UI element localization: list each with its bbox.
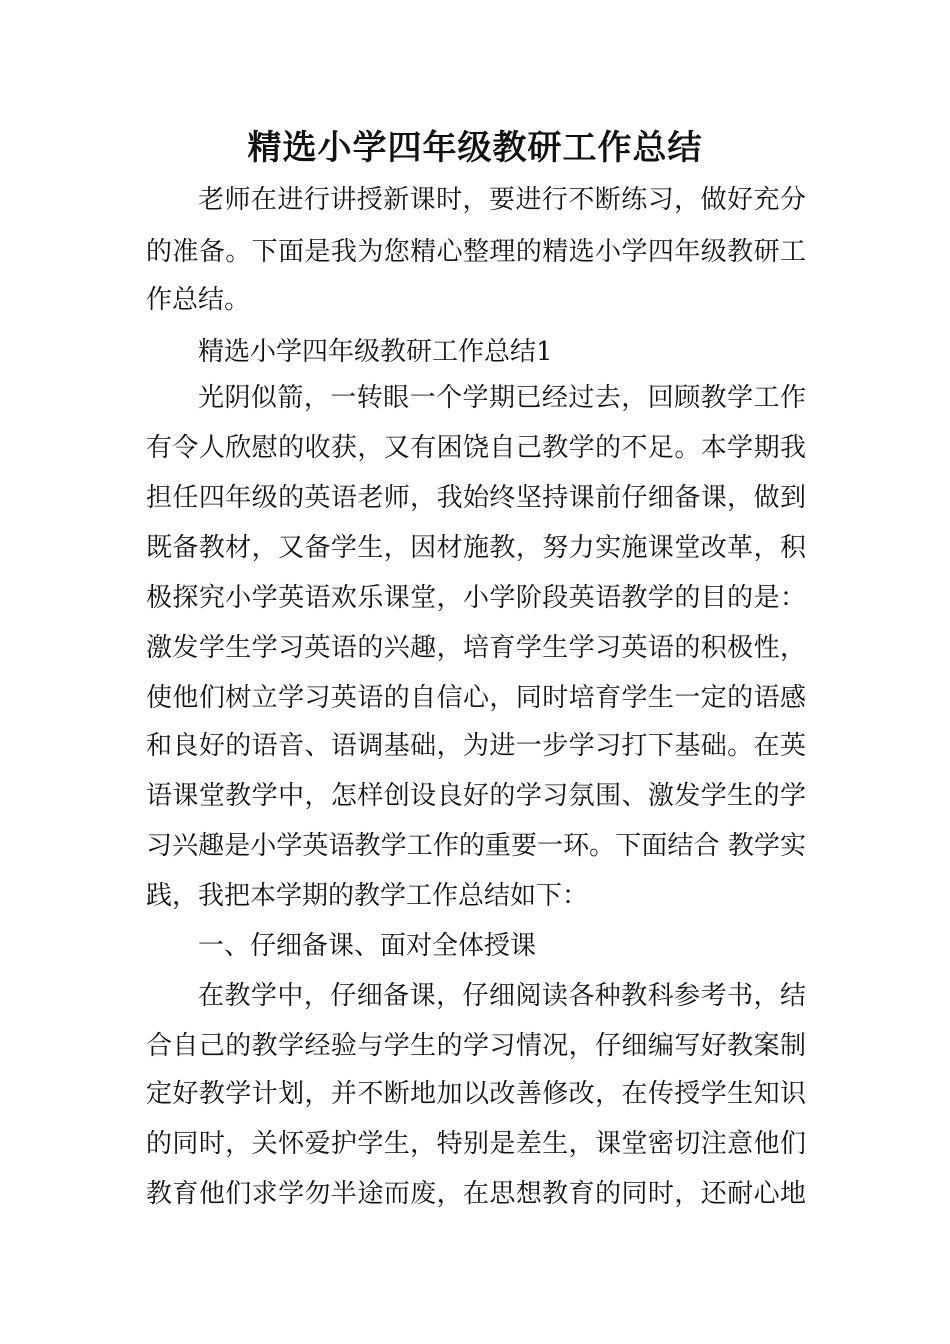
paragraph-line: 践，我把本学期的教学工作总结如下：: [146, 881, 589, 911]
paragraph-line: 作总结。: [146, 285, 251, 315]
paragraph-line: 的准备。下面是我为您精心整理的精选小学四年级教研工: [146, 237, 806, 267]
paragraph-line: 和良好的语音、语调基础，为进一步学习打下基础。在英: [146, 731, 806, 761]
paragraph-line: 激发学生学习英语的兴趣，培育学生学习英语的积极性，: [146, 633, 806, 663]
paragraph-line: 光阴似箭，一转眼一个学期已经过去，回顾教学工作: [198, 383, 806, 413]
paragraph-line: 合自己的教学经验与学生的学习情况，仔细编写好教案制: [146, 1031, 806, 1061]
section-heading: 精选小学四年级教研工作总结1: [198, 337, 553, 367]
paragraph-line: 既备教材，又备学生，因材施教，努力实施课堂改革，积: [146, 533, 806, 563]
paragraph-line: 定好教学计划，并不断地加以改善修改，在传授学生知识: [146, 1079, 806, 1109]
paragraph-line: 老师在进行讲授新课时，要进行不断练习，做好充分: [198, 185, 806, 215]
paragraph-line: 在教学中，仔细备课，仔细阅读各种教科参考书，结: [198, 981, 806, 1011]
paragraph-line: 的同时，关怀爱护学生，特别是差生，课堂密切注意他们: [146, 1129, 806, 1159]
paragraph-line: 极探究小学英语欢乐课堂，小学阶段英语教学的目的是：: [146, 583, 806, 613]
paragraph-line: 习兴趣是小学英语教学工作的重要一环。下面结合 教学实: [146, 831, 806, 861]
section-heading: 一、仔细备课、面对全体授课: [198, 931, 537, 961]
paragraph-line: 教育他们求学勿半途而废，在思想教育的同时，还耐心地: [146, 1179, 806, 1209]
document-title: 精选小学四年级教研工作总结: [247, 128, 703, 168]
paragraph-line: 担任四年级的英语老师，我始终坚持课前仔细备课，做到: [146, 483, 806, 513]
paragraph-line: 有令人欣慰的收获，又有困饶自己教学的不足。本学期我: [146, 433, 806, 463]
paragraph-line: 使他们树立学习英语的自信心，同时培育学生一定的语感: [146, 683, 806, 713]
paragraph-line: 语课堂教学中，怎样创设良好的学习氛围、激发学生的学: [146, 781, 806, 811]
